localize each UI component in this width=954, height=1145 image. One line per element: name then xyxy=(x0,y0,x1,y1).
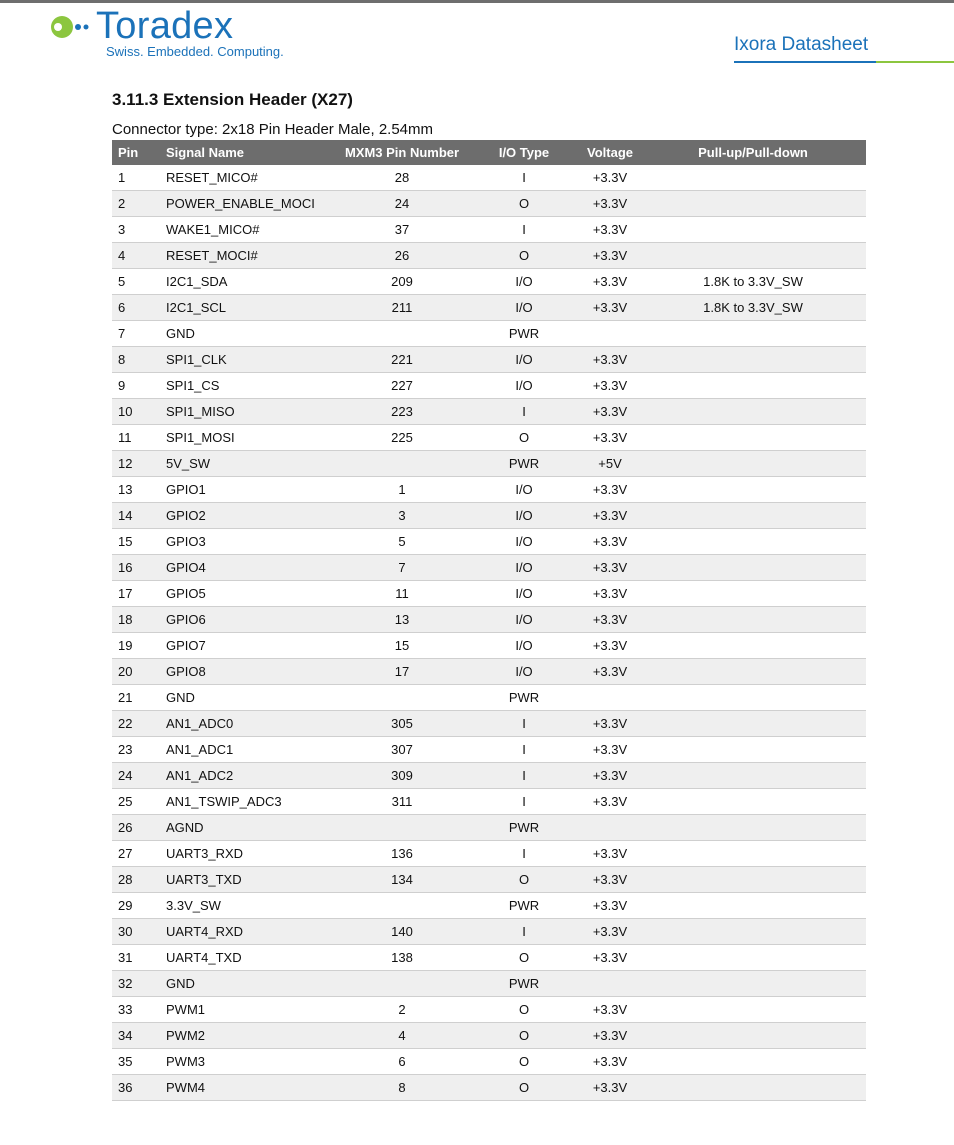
mxm3-pin-cell xyxy=(336,815,468,841)
voltage-cell xyxy=(580,321,640,347)
pin-cell: 23 xyxy=(112,737,166,763)
io-type-cell: I/O xyxy=(468,581,580,607)
io-type-cell: O xyxy=(468,1023,580,1049)
pin-cell: 15 xyxy=(112,529,166,555)
column-header-pin: Pin xyxy=(112,140,166,165)
signal-name-cell: GND xyxy=(166,685,336,711)
io-type-cell: I xyxy=(468,165,580,191)
pin-cell: 17 xyxy=(112,581,166,607)
signal-name-cell: AGND xyxy=(166,815,336,841)
mxm3-pin-cell: 13 xyxy=(336,607,468,633)
table-row xyxy=(112,763,866,789)
pin-cell: 4 xyxy=(112,243,166,269)
table-row xyxy=(112,841,866,867)
pull-cell xyxy=(640,347,866,373)
voltage-cell: +3.3V xyxy=(580,373,640,399)
voltage-cell: +3.3V xyxy=(580,1023,640,1049)
voltage-cell: +3.3V xyxy=(580,607,640,633)
pin-cell: 5 xyxy=(112,269,166,295)
voltage-cell xyxy=(580,971,640,997)
signal-name-cell: SPI1_CLK xyxy=(166,347,336,373)
signal-name-cell: GPIO4 xyxy=(166,555,336,581)
pull-cell: 1.8K to 3.3V_SW xyxy=(640,269,866,295)
pin-cell: 21 xyxy=(112,685,166,711)
signal-name-cell: POWER_ENABLE_MOCI xyxy=(166,191,336,217)
voltage-cell: +3.3V xyxy=(580,295,640,321)
document-title: Ixora Datasheet xyxy=(734,34,869,55)
signal-name-cell: AN1_ADC2 xyxy=(166,763,336,789)
signal-name-cell: PWM2 xyxy=(166,1023,336,1049)
signal-name-cell: SPI1_CS xyxy=(166,373,336,399)
io-type-cell: I xyxy=(468,737,580,763)
mxm3-pin-cell: 17 xyxy=(336,659,468,685)
signal-name-cell: GPIO7 xyxy=(166,633,336,659)
pull-cell xyxy=(640,321,866,347)
pin-cell: 6 xyxy=(112,295,166,321)
pull-cell xyxy=(640,659,866,685)
io-type-cell: PWR xyxy=(468,971,580,997)
pin-cell: 13 xyxy=(112,477,166,503)
pull-cell xyxy=(640,789,866,815)
pin-cell: 24 xyxy=(112,763,166,789)
signal-name-cell: SPI1_MOSI xyxy=(166,425,336,451)
table-row xyxy=(112,165,866,191)
voltage-cell: +3.3V xyxy=(580,711,640,737)
table-row xyxy=(112,451,866,477)
table-row xyxy=(112,425,866,451)
pin-cell: 28 xyxy=(112,867,166,893)
mxm3-pin-cell xyxy=(336,893,468,919)
signal-name-cell: 5V_SW xyxy=(166,451,336,477)
pull-cell xyxy=(640,997,866,1023)
pull-cell xyxy=(640,165,866,191)
mxm3-pin-cell: 140 xyxy=(336,919,468,945)
voltage-cell: +3.3V xyxy=(580,893,640,919)
voltage-cell: +3.3V xyxy=(580,737,640,763)
signal-name-cell: PWM4 xyxy=(166,1075,336,1101)
pin-cell: 33 xyxy=(112,997,166,1023)
pin-cell: 30 xyxy=(112,919,166,945)
io-type-cell: I/O xyxy=(468,659,580,685)
mxm3-pin-cell: 11 xyxy=(336,581,468,607)
signal-name-cell: UART3_TXD xyxy=(166,867,336,893)
io-type-cell: I xyxy=(468,763,580,789)
mxm3-pin-cell: 15 xyxy=(336,633,468,659)
column-header-pull: Pull-up/Pull-down xyxy=(640,140,866,165)
pin-cell: 12 xyxy=(112,451,166,477)
pull-cell: 1.8K to 3.3V_SW xyxy=(640,295,866,321)
voltage-cell: +3.3V xyxy=(580,659,640,685)
voltage-cell: +3.3V xyxy=(580,347,640,373)
pull-cell xyxy=(640,529,866,555)
signal-name-cell: GPIO2 xyxy=(166,503,336,529)
io-type-cell: I/O xyxy=(468,555,580,581)
signal-name-cell: UART3_RXD xyxy=(166,841,336,867)
column-header-voltage: Voltage xyxy=(580,140,640,165)
voltage-cell: +3.3V xyxy=(580,529,640,555)
pull-cell xyxy=(640,685,866,711)
io-type-cell: O xyxy=(468,425,580,451)
section-heading: 3.11.3 Extension Header (X27) xyxy=(112,90,353,109)
pull-cell xyxy=(640,867,866,893)
mxm3-pin-cell: 1 xyxy=(336,477,468,503)
table-body xyxy=(112,165,866,1101)
table-row xyxy=(112,399,866,425)
pin-cell: 18 xyxy=(112,607,166,633)
pull-cell xyxy=(640,425,866,451)
mxm3-pin-cell: 307 xyxy=(336,737,468,763)
pull-cell xyxy=(640,243,866,269)
pull-cell xyxy=(640,555,866,581)
mxm3-pin-cell: 26 xyxy=(336,243,468,269)
signal-name-cell: UART4_TXD xyxy=(166,945,336,971)
toradex-logo-icon xyxy=(50,14,90,40)
signal-name-cell: I2C1_SCL xyxy=(166,295,336,321)
pin-cell: 32 xyxy=(112,971,166,997)
voltage-cell: +3.3V xyxy=(580,841,640,867)
table-row xyxy=(112,815,866,841)
signal-name-cell: PWM3 xyxy=(166,1049,336,1075)
mxm3-pin-cell: 311 xyxy=(336,789,468,815)
io-type-cell: I/O xyxy=(468,295,580,321)
pin-cell: 25 xyxy=(112,789,166,815)
voltage-cell xyxy=(580,685,640,711)
pin-cell: 34 xyxy=(112,1023,166,1049)
voltage-cell: +3.3V xyxy=(580,763,640,789)
pull-cell xyxy=(640,607,866,633)
io-type-cell: I/O xyxy=(468,373,580,399)
io-type-cell: I xyxy=(468,217,580,243)
mxm3-pin-cell: 221 xyxy=(336,347,468,373)
pull-cell xyxy=(640,841,866,867)
column-header-signal-name: Signal Name xyxy=(166,140,336,165)
connector-type-text: Connector type: 2x18 Pin Header Male, 2.54mm xyxy=(112,121,433,138)
voltage-cell: +3.3V xyxy=(580,1049,640,1075)
logo-wordmark: Toradex xyxy=(96,5,234,47)
signal-name-cell: UART4_RXD xyxy=(166,919,336,945)
signal-name-cell: WAKE1_MICO# xyxy=(166,217,336,243)
io-type-cell: I xyxy=(468,711,580,737)
voltage-cell: +3.3V xyxy=(580,789,640,815)
mxm3-pin-cell: 134 xyxy=(336,867,468,893)
mxm3-pin-cell: 223 xyxy=(336,399,468,425)
io-type-cell: PWR xyxy=(468,815,580,841)
table-row xyxy=(112,321,866,347)
table-row xyxy=(112,659,866,685)
io-type-cell: O xyxy=(468,945,580,971)
voltage-cell: +3.3V xyxy=(580,243,640,269)
table-row xyxy=(112,945,866,971)
pin-cell: 19 xyxy=(112,633,166,659)
pin-cell: 26 xyxy=(112,815,166,841)
voltage-cell: +3.3V xyxy=(580,633,640,659)
io-type-cell: PWR xyxy=(468,321,580,347)
signal-name-cell: AN1_ADC1 xyxy=(166,737,336,763)
mxm3-pin-cell xyxy=(336,971,468,997)
pin-cell: 3 xyxy=(112,217,166,243)
io-type-cell: I/O xyxy=(468,529,580,555)
voltage-cell: +3.3V xyxy=(580,217,640,243)
table-row xyxy=(112,867,866,893)
io-type-cell: PWR xyxy=(468,451,580,477)
pull-cell xyxy=(640,191,866,217)
mxm3-pin-cell: 37 xyxy=(336,217,468,243)
top-rule xyxy=(0,0,954,3)
mxm3-pin-cell: 7 xyxy=(336,555,468,581)
voltage-cell: +3.3V xyxy=(580,503,640,529)
pin-cell: 20 xyxy=(112,659,166,685)
table-row xyxy=(112,503,866,529)
mxm3-pin-cell: 5 xyxy=(336,529,468,555)
toradex-logo xyxy=(50,4,290,64)
pull-cell xyxy=(640,451,866,477)
pin-cell: 11 xyxy=(112,425,166,451)
pull-cell xyxy=(640,581,866,607)
signal-name-cell: GND xyxy=(166,971,336,997)
mxm3-pin-cell: 24 xyxy=(336,191,468,217)
table-row xyxy=(112,1075,866,1101)
signal-name-cell: GPIO1 xyxy=(166,477,336,503)
voltage-cell: +3.3V xyxy=(580,1075,640,1101)
io-type-cell: I xyxy=(468,841,580,867)
voltage-cell: +3.3V xyxy=(580,867,640,893)
pull-cell xyxy=(640,503,866,529)
table-row xyxy=(112,373,866,399)
table-row xyxy=(112,1023,866,1049)
voltage-cell: +3.3V xyxy=(580,919,640,945)
voltage-cell: +3.3V xyxy=(580,581,640,607)
pull-cell xyxy=(640,1075,866,1101)
table-row xyxy=(112,633,866,659)
pull-cell xyxy=(640,633,866,659)
io-type-cell: I xyxy=(468,789,580,815)
mxm3-pin-cell: 4 xyxy=(336,1023,468,1049)
mxm3-pin-cell: 8 xyxy=(336,1075,468,1101)
signal-name-cell: GPIO5 xyxy=(166,581,336,607)
pull-cell xyxy=(640,1023,866,1049)
mxm3-pin-cell xyxy=(336,321,468,347)
pin-table xyxy=(112,140,866,1101)
table-row xyxy=(112,711,866,737)
table-row xyxy=(112,555,866,581)
pin-cell: 10 xyxy=(112,399,166,425)
pin-cell: 22 xyxy=(112,711,166,737)
io-type-cell: I xyxy=(468,399,580,425)
title-rule-green xyxy=(876,61,954,63)
signal-name-cell: GPIO3 xyxy=(166,529,336,555)
io-type-cell: I/O xyxy=(468,503,580,529)
io-type-cell: PWR xyxy=(468,893,580,919)
io-type-cell: I/O xyxy=(468,477,580,503)
logo-tagline: Swiss. Embedded. Computing. xyxy=(106,44,284,59)
io-type-cell: I/O xyxy=(468,607,580,633)
signal-name-cell: RESET_MOCI# xyxy=(166,243,336,269)
signal-name-cell: 3.3V_SW xyxy=(166,893,336,919)
io-type-cell: O xyxy=(468,1049,580,1075)
io-type-cell: O xyxy=(468,191,580,217)
io-type-cell: I/O xyxy=(468,347,580,373)
mxm3-pin-cell: 211 xyxy=(336,295,468,321)
io-type-cell: O xyxy=(468,1075,580,1101)
io-type-cell: I/O xyxy=(468,633,580,659)
pin-cell: 16 xyxy=(112,555,166,581)
table-row xyxy=(112,269,866,295)
voltage-cell: +3.3V xyxy=(580,191,640,217)
voltage-cell: +5V xyxy=(580,451,640,477)
signal-name-cell: I2C1_SDA xyxy=(166,269,336,295)
pin-cell: 36 xyxy=(112,1075,166,1101)
table-row xyxy=(112,789,866,815)
voltage-cell: +3.3V xyxy=(580,425,640,451)
signal-name-cell: GND xyxy=(166,321,336,347)
mxm3-pin-cell: 305 xyxy=(336,711,468,737)
mxm3-pin-cell: 227 xyxy=(336,373,468,399)
table-row xyxy=(112,971,866,997)
table-row xyxy=(112,477,866,503)
voltage-cell: +3.3V xyxy=(580,945,640,971)
voltage-cell: +3.3V xyxy=(580,477,640,503)
pull-cell xyxy=(640,971,866,997)
pull-cell xyxy=(640,1049,866,1075)
table-row xyxy=(112,529,866,555)
io-type-cell: PWR xyxy=(468,685,580,711)
signal-name-cell: AN1_ADC0 xyxy=(166,711,336,737)
table-row xyxy=(112,919,866,945)
table-row xyxy=(112,217,866,243)
table-row xyxy=(112,1049,866,1075)
mxm3-pin-cell: 2 xyxy=(336,997,468,1023)
io-type-cell: O xyxy=(468,243,580,269)
table-row xyxy=(112,737,866,763)
column-header-io-type: I/O Type xyxy=(468,140,580,165)
pull-cell xyxy=(640,477,866,503)
pull-cell xyxy=(640,893,866,919)
pull-cell xyxy=(640,711,866,737)
signal-name-cell: AN1_TSWIP_ADC3 xyxy=(166,789,336,815)
voltage-cell: +3.3V xyxy=(580,399,640,425)
table-row xyxy=(112,191,866,217)
pull-cell xyxy=(640,945,866,971)
table-row xyxy=(112,295,866,321)
table-row xyxy=(112,685,866,711)
pull-cell xyxy=(640,737,866,763)
mxm3-pin-cell xyxy=(336,451,468,477)
mxm3-pin-cell: 3 xyxy=(336,503,468,529)
voltage-cell: +3.3V xyxy=(580,269,640,295)
signal-name-cell: SPI1_MISO xyxy=(166,399,336,425)
pin-cell: 9 xyxy=(112,373,166,399)
table-row xyxy=(112,997,866,1023)
pin-cell: 1 xyxy=(112,165,166,191)
pull-cell xyxy=(640,217,866,243)
pull-cell xyxy=(640,399,866,425)
table-row xyxy=(112,581,866,607)
pin-cell: 35 xyxy=(112,1049,166,1075)
table-row xyxy=(112,607,866,633)
table-row xyxy=(112,893,866,919)
signal-name-cell: RESET_MICO# xyxy=(166,165,336,191)
mxm3-pin-cell: 138 xyxy=(336,945,468,971)
pull-cell xyxy=(640,919,866,945)
mxm3-pin-cell: 6 xyxy=(336,1049,468,1075)
pin-cell: 31 xyxy=(112,945,166,971)
mxm3-pin-cell xyxy=(336,685,468,711)
pin-cell: 14 xyxy=(112,503,166,529)
voltage-cell: +3.3V xyxy=(580,165,640,191)
mxm3-pin-cell: 209 xyxy=(336,269,468,295)
mxm3-pin-cell: 28 xyxy=(336,165,468,191)
pin-cell: 27 xyxy=(112,841,166,867)
signal-name-cell: PWM1 xyxy=(166,997,336,1023)
pin-cell: 29 xyxy=(112,893,166,919)
table-row xyxy=(112,347,866,373)
io-type-cell: I xyxy=(468,919,580,945)
mxm3-pin-cell: 225 xyxy=(336,425,468,451)
pin-cell: 2 xyxy=(112,191,166,217)
pull-cell xyxy=(640,763,866,789)
signal-name-cell: GPIO6 xyxy=(166,607,336,633)
table-row xyxy=(112,243,866,269)
pull-cell xyxy=(640,373,866,399)
mxm3-pin-cell: 136 xyxy=(336,841,468,867)
pin-cell: 7 xyxy=(112,321,166,347)
voltage-cell: +3.3V xyxy=(580,997,640,1023)
io-type-cell: O xyxy=(468,997,580,1023)
pull-cell xyxy=(640,815,866,841)
title-rule-blue xyxy=(734,61,876,63)
voltage-cell xyxy=(580,815,640,841)
signal-name-cell: GPIO8 xyxy=(166,659,336,685)
voltage-cell: +3.3V xyxy=(580,555,640,581)
table-header-row xyxy=(112,140,866,165)
mxm3-pin-cell: 309 xyxy=(336,763,468,789)
io-type-cell: I/O xyxy=(468,269,580,295)
io-type-cell: O xyxy=(468,867,580,893)
pin-cell: 8 xyxy=(112,347,166,373)
column-header-mxm3-pin: MXM3 Pin Number xyxy=(336,140,468,165)
